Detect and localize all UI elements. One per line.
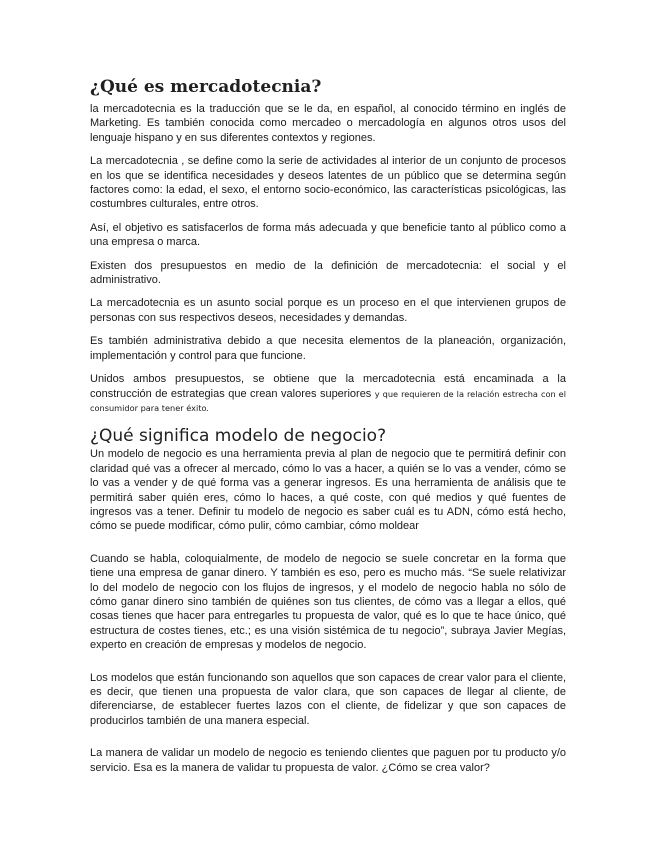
paragraph: Es también administrativa debido a que necesita elementos de la planeación, organización, implementación y control para que funcione. bbox=[90, 335, 566, 362]
paragraph: Los modelos que están funcionando son aquellos que son capaces de crear valor para el cliente, es decir, que tienen una propuesta de valor clara, que son capaces de llegar al cliente, de diferenciarse, de establecer fuertes lazos con el cliente, de fidelizar y que son capaces de producirlos también de una manera especial. bbox=[90, 671, 566, 727]
paragraph: La mercadotecnia , se define como la serie de actividades al interior de un conjunto de procesos en los que se identifica necesidades y deseos latentes de un público que se determina según factores como: la edad, el sexo, el entorno socio-económico, las características psicológicas, las costumbres culturales, entre otros. bbox=[90, 155, 566, 211]
section-heading-modelo-negocio: ¿Qué significa modelo de negocio? bbox=[90, 426, 387, 447]
paragraph-main-text: Unidos ambos presupuestos, se obtiene que la mercadotecnia está encaminada a la construcción de estrategias que crean valores superiores bbox=[90, 373, 566, 400]
paragraph: La mercadotecnia es un asunto social porque es un proceso en el que intervienen grupos de personas con sus respectivos deseos, necesidades y demandas. bbox=[90, 297, 566, 324]
paragraph: Un modelo de negocio es una herramienta previa al plan de negocio que te permitirá definir con claridad qué vas a ofrecer al mercado, cómo lo vas a hacer, a quién se lo vas a vender, cómo se lo vas a vender y de qué forma vas a generar ingresos. Es una herramienta de análisis que te permitirá saber quién eres, cómo lo haces, a qué coste, con qué medios y qué fuentes de ingresos vas a tener. Definir tu modelo de negocio es saber cuál es tu ADN, cómo está hecho, cómo se puede modificar, cómo pulir, cómo cambiar, cómo moldear bbox=[90, 448, 566, 533]
document-page bbox=[90, 76, 566, 775]
paragraph: Existen dos presupuestos en medio de la definición de mercadotecnia: el social y el administrativo. bbox=[90, 259, 566, 287]
paragraph-small-text: y que requieren de la relación estrecha con el consumidor para tener éxito. bbox=[90, 388, 566, 413]
paragraph: la mercadotecnia es la traducción que se le da, en español, al conocido término en inglés de Marketing. Es también conocida como mercadeo o mercadología en algunos otros usos del lenguaje hispano y en sus diferentes contextos y regiones. bbox=[90, 103, 566, 144]
paragraph: Cuando se habla, coloquialmente, de modelo de negocio se suele concretar en la forma que tiene una empresa de ganar dinero. Y también es eso, pero es mucho más. “Se suele relativizar lo del modelo de negocio con los flujos de ingresos, y el modelo de negocio habla no sólo de cómo ganar dinero sino también de quiénes son tus clientes, de cómo vas a llegar a ellos, qué cosas tienes que hacer para entregarles tu propuesta de valor, qué es lo que te hace único, qué estructura de costes tienes, etc.; es una visión sistémica de tu negocio”, subraya Javier Megías, experto en creación de empresas y modelos de negocio. bbox=[90, 552, 566, 652]
section-heading-mercadotecnia: ¿Qué es mercadotecnia? bbox=[90, 77, 322, 97]
paragraph-mixed bbox=[90, 372, 566, 415]
paragraph: La manera de validar un modelo de negocio es teniendo clientes que paguen por tu producto y/o servicio. Esa es la manera de validar tu propuesta de valor. ¿Cómo se crea valor? bbox=[90, 747, 566, 774]
paragraph: Así, el objetivo es satisfacerlos de forma más adecuada y que beneficie tanto al público como a una empresa o marca. bbox=[90, 221, 566, 249]
